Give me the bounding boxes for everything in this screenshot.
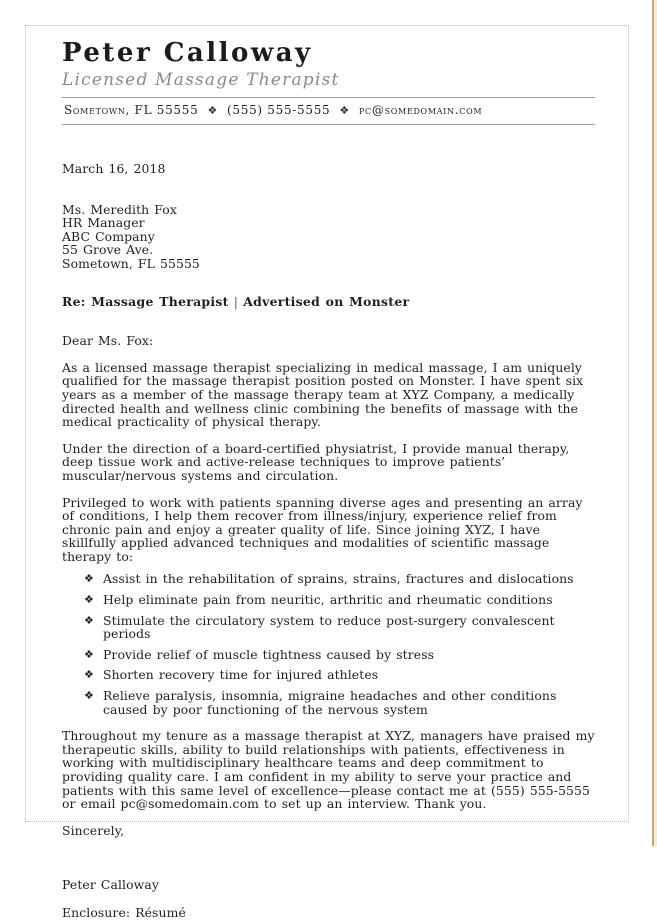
- body-paragraph: As a licensed massage therapist specializing in medical massage, I am uniquely qualified for the massage therapist position posted on Monster. I have spent six years as a member of the massage therapy team at XYZ Company, a medically directed health and wellness clinic combining the benefits of massage with the medical practicality of physical therapy.: [62, 359, 584, 430]
- list-item: [62, 648, 595, 662]
- letter-body: [62, 162, 595, 920]
- header-rule-bottom: [62, 124, 595, 125]
- signoff: Sincerely,: [62, 822, 125, 838]
- list-item-text: Relieve paralysis, insomnia, migraine headaches and other conditions caused by poor functioning of the nervous system: [103, 688, 557, 717]
- diamond-bullet-icon: ❖: [84, 593, 94, 607]
- list-item: [62, 593, 595, 607]
- recipient-block: [62, 203, 595, 271]
- subject-line: [62, 295, 595, 309]
- diamond-bullet-icon: ❖: [84, 689, 94, 703]
- diamond-bullet-icon: ❖: [84, 668, 94, 682]
- diamond-bullet-icon: ❖: [84, 613, 94, 627]
- body-paragraph: Privileged to work with patients spanning diverse ages and presenting an array of conditions, I help them recover from illness/injury, experience relief from chronic pain and enjoy a greater quality of life. Since joining XYZ, I have skillfully applied advanced techniques and modalities of scientific massage therapy to:: [62, 494, 583, 564]
- subject-source: Advertised on Monster: [243, 293, 410, 309]
- list-item-text: Help eliminate pain from neuritic, arthritic and rheumatic conditions: [103, 592, 553, 608]
- contact-bar: [62, 98, 595, 124]
- list-item-text: Assist in the rehabilitation of sprains, strains, fractures and dislocations: [103, 571, 574, 587]
- recipient-line: Ms. Meredith Fox: [62, 201, 177, 217]
- list-item: [62, 689, 595, 716]
- diamond-bullet-icon: ❖: [84, 572, 94, 586]
- professional-title: Licensed Massage Therapist: [62, 70, 340, 90]
- recipient-line: HR Manager: [62, 215, 145, 231]
- enclosure-note: Enclosure: Résumé: [62, 904, 186, 920]
- body-paragraph: Under the direction of a board-certified physiatrist, I provide manual therapy, deep tissue work and active-release techniques to improve patients’ muscular/nervous systems and circulation.: [62, 440, 570, 483]
- qualification-list: [62, 572, 595, 716]
- date-line: March 16, 2018: [62, 161, 166, 176]
- list-item: [62, 572, 595, 586]
- subject-position: Re: Massage Therapist: [62, 293, 229, 309]
- signature-name: Peter Calloway: [62, 877, 159, 893]
- document-border: [25, 25, 629, 920]
- salutation: Dear Ms. Fox:: [62, 333, 154, 349]
- document-content: [62, 38, 595, 920]
- page-title: Peter Calloway: [62, 38, 313, 68]
- contact-email: pc@somedomain.com: [358, 103, 483, 117]
- list-item: [62, 668, 595, 682]
- recipient-line: Sometown, FL 55555: [62, 255, 200, 271]
- diamond-separator-icon: ❖: [339, 104, 350, 117]
- recipient-line: ABC Company: [62, 228, 155, 244]
- list-item-text: Provide relief of muscle tightness caused by stress: [103, 646, 435, 662]
- letterhead: [62, 38, 595, 125]
- diamond-bullet-icon: ❖: [84, 647, 94, 661]
- list-item: [62, 614, 595, 641]
- recipient-line: 55 Grove Ave.: [62, 242, 154, 258]
- closing-paragraph: Throughout my tenure as a massage therapist at XYZ, managers have praised my therapeutic skills, ability to build relationships with patients, effectiveness in working with multidisciplinary healthcare teams and deep commitment to providing quality care. I am confident in my ability to serve your practice and patients with this same level of excellence—please contact me at (555) 555-5555 or email pc@somedomain.com to set up an interview. Thank you.: [62, 728, 595, 812]
- list-item-text: Stimulate the circulatory system to reduce post-surgery convalescent periods: [103, 612, 555, 642]
- list-item-text: Shorten recovery time for injured athletes: [103, 667, 379, 683]
- subject-divider: |: [233, 293, 239, 309]
- diamond-separator-icon: ❖: [207, 104, 219, 117]
- page-edge-line: [652, 0, 654, 846]
- contact-phone: (555) 555-5555: [227, 103, 331, 117]
- contact-location: Sometown, FL 55555: [64, 103, 199, 117]
